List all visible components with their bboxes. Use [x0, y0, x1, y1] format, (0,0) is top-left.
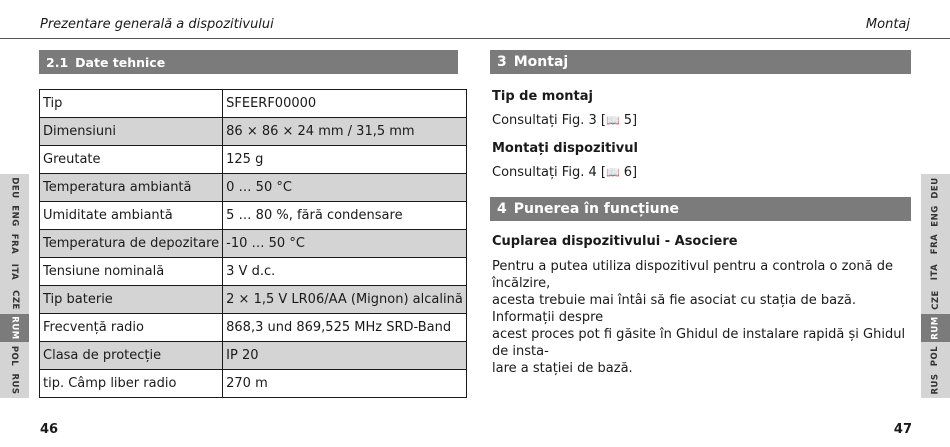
language-tabs-left [0, 174, 29, 398]
section-3-title: Montaj [513, 54, 569, 70]
table-row [40, 202, 467, 230]
book-icon: 📖 [605, 114, 620, 127]
lang-tab-eng[interactable] [0, 202, 29, 230]
spec-label: Dimensiuni [40, 118, 223, 146]
mount-device-heading: Montați dispozitivul [492, 141, 638, 156]
spec-label: Temperatura ambiantă [40, 174, 223, 202]
lang-label: ENG [9, 205, 20, 227]
spec-label: tip. Câmp liber radio [40, 370, 223, 398]
mount-type-ref-suffix: 5] [619, 113, 638, 128]
table-row [40, 258, 467, 286]
lang-label: ITA [930, 263, 941, 281]
mount-device-ref-prefix: Consultați Fig. 4 [ [492, 165, 606, 180]
pairing-paragraph [492, 258, 912, 377]
section-2-1-title: Date tehnice [75, 54, 166, 70]
section-4-title: Punerea în funcțiune [513, 201, 680, 217]
lang-label: ENG [930, 205, 941, 227]
lang-tab-cze[interactable] [921, 286, 950, 314]
page-number-left: 46 [40, 422, 59, 437]
spec-value: IP 20 [223, 342, 467, 370]
spec-value: -10 … 50 °C [223, 230, 467, 258]
table-row [40, 174, 467, 202]
lang-label: RUM [9, 316, 20, 340]
spec-value: SFEERF00000 [223, 90, 467, 118]
pairing-line: Pentru a putea utiliza dispozitivul pentru a controla o zonă de încălzire, [492, 259, 893, 291]
lang-label: POL [9, 345, 20, 367]
spec-label: Greutate [40, 146, 223, 174]
spec-label: Umiditate ambiantă [40, 202, 223, 230]
lang-label: FRA [9, 233, 20, 255]
lang-tab-pol[interactable] [0, 342, 29, 370]
table-row [40, 90, 467, 118]
spec-label: Clasa de protecție [40, 342, 223, 370]
spec-value: 2 × 1,5 V LR06/AA (Mignon) alcalină [223, 286, 467, 314]
mount-device-reference [492, 164, 637, 181]
pairing-line: acesta trebuie mai întâi să fie asociat cu stația de bază. Informații despre [492, 293, 857, 325]
mount-type-heading: Tip de montaj [492, 89, 593, 104]
pairing-line: lare a stației de bază. [492, 361, 633, 376]
spec-value: 0 … 50 °C [223, 174, 467, 202]
lang-label: DEU [9, 177, 20, 199]
table-row [40, 314, 467, 342]
lang-tab-ita[interactable] [921, 258, 950, 286]
lang-tab-rum[interactable] [0, 314, 29, 342]
technical-data-table [39, 89, 467, 398]
spec-value: 125 g [223, 146, 467, 174]
table-row [40, 286, 467, 314]
header-right-title: Montaj [865, 17, 910, 32]
spec-label: Tensiune nominală [40, 258, 223, 286]
spec-label: Temperatura de depozitare [40, 230, 223, 258]
lang-tab-rus[interactable] [0, 370, 29, 398]
page-number-right: 47 [893, 422, 912, 437]
lang-tab-rum[interactable] [921, 314, 950, 342]
table-row [40, 146, 467, 174]
table-row [40, 370, 467, 398]
lang-label: RUS [930, 373, 941, 395]
lang-label: ITA [9, 263, 20, 281]
section-4-number: 4 [497, 201, 507, 217]
spec-label: Frecvență radio [40, 314, 223, 342]
spec-value: 86 × 86 × 24 mm / 31,5 mm [223, 118, 467, 146]
spec-value: 868,3 und 869,525 MHz SRD-Band [223, 314, 467, 342]
spec-value: 3 V d.c. [223, 258, 467, 286]
book-icon: 📖 [605, 166, 620, 179]
lang-label: RUS [9, 373, 20, 395]
table-row [40, 230, 467, 258]
lang-label: CZE [9, 290, 20, 310]
lang-tab-ita[interactable] [0, 258, 29, 286]
spec-value: 5 … 80 %, fără condensare [223, 202, 467, 230]
lang-tab-eng[interactable] [921, 202, 950, 230]
lang-label: RUM [930, 316, 941, 340]
section-3-number: 3 [497, 54, 507, 70]
mount-type-ref-prefix: Consultați Fig. 3 [ [492, 113, 606, 128]
lang-label: FRA [930, 233, 941, 255]
lang-tab-fra[interactable] [0, 230, 29, 258]
section-4-heading [490, 197, 911, 221]
language-tabs-right [921, 174, 950, 398]
section-2-1-number: 2.1 [46, 54, 69, 70]
spec-value: 270 m [223, 370, 467, 398]
header-left-title: Prezentare generală a dispozitivului [40, 17, 274, 32]
lang-tab-deu[interactable] [921, 174, 950, 202]
mount-type-reference [492, 112, 637, 129]
section-3-heading [490, 50, 911, 74]
lang-tab-pol[interactable] [921, 342, 950, 370]
lang-label: POL [930, 345, 941, 367]
table-row [40, 342, 467, 370]
lang-tab-rus[interactable] [921, 370, 950, 398]
lang-tab-fra[interactable] [921, 230, 950, 258]
pairing-heading: Cuplarea dispozitivului - Asociere [492, 234, 738, 249]
mount-device-ref-suffix: 6] [619, 165, 638, 180]
pairing-line: acest proces pot fi găsite în Ghidul de instalare rapidă și Ghidul de insta- [492, 327, 906, 359]
table-row [40, 118, 467, 146]
spec-label: Tip baterie [40, 286, 223, 314]
lang-tab-deu[interactable] [0, 174, 29, 202]
lang-label: CZE [930, 290, 941, 310]
section-2-1-heading [39, 50, 458, 74]
lang-tab-cze[interactable] [0, 286, 29, 314]
lang-label: DEU [930, 177, 941, 199]
header-divider [0, 38, 950, 39]
spec-label: Tip [40, 90, 223, 118]
